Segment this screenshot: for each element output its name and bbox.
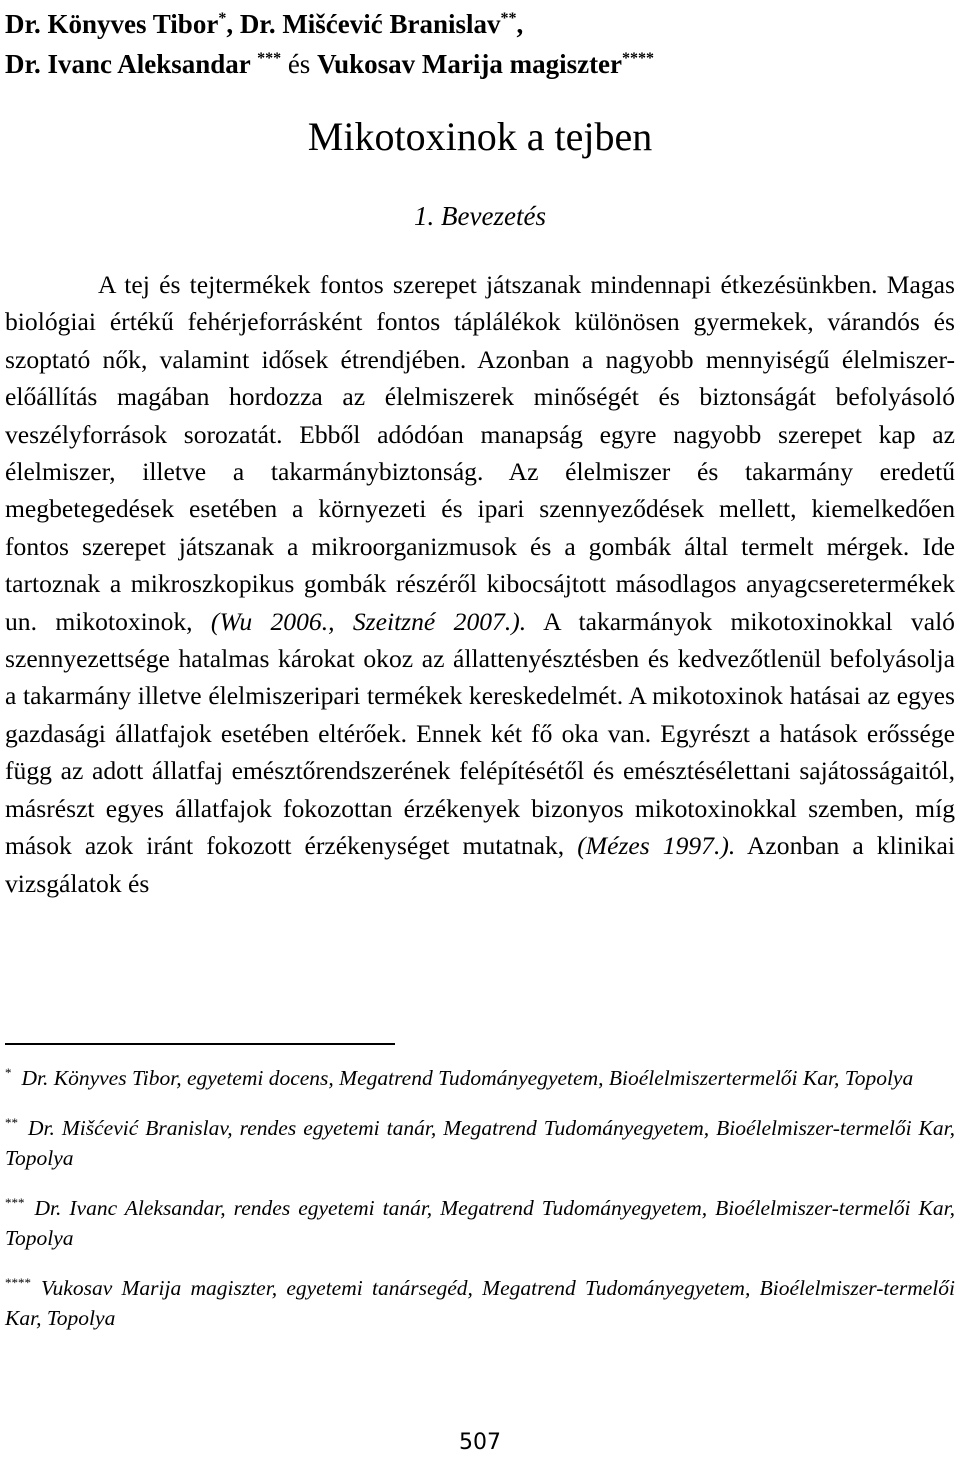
text-run: A takarmányok mikotoxinokkal való szennyezettsége hatalmas károkat okoz az állattenyésztésben és kedvezőtlenül befolyásolja a takarmány illetve élelmiszeripari termékek kereskedelmét. A mikotoxinok hatásai az egyes gazdasági állatfajok esetében eltérőek. Ennek két fő oka van. Egyrészt a hatások erőssége függ az adott állatfaj emésztőrendszerének felépítésétől és emésztésélettani sajátosságaitól, másrészt egyes állatfajok fokozottan érzékenyek bizonyos mikotoxinokkal szemben, míg mások azok iránt fokozott érzékenységet mutatnak, [5,606,955,861]
author-name: Dr. Mišćević Branislav [239,9,501,39]
separator: , [516,9,524,39]
footnote-text: Dr. Ivanc Aleksandar, rendes egyetemi tanár, Megatrend Tudományegyetem, Bioélelmiszer-termelői Kar, Topolya [5,1196,955,1250]
footnote-marker: * [218,10,227,27]
page-number: 507 [459,1430,501,1455]
author-name: Dr. Ivanc Aleksandar [5,49,258,79]
section-heading: 1. Bevezetés [414,201,546,231]
footnote-mark: **** [5,1275,31,1290]
separator: , [226,9,240,39]
footnote [5,1063,955,1093]
footnote-marker: **** [622,50,655,67]
author-line-2 [5,44,955,84]
footnote-text: Dr. Könyves Tibor, egyetemi docens, Megatrend Tudományegyetem, Bioélelmiszertermelői Kar, Topolya [21,1066,914,1090]
footnote-mark: *** [5,1195,25,1210]
footnote-text: Dr. Mišćević Branislav, rendes egyetemi tanár, Megatrend Tudományegyetem, Bioélelmiszer-termelői Kar, Topolya [5,1116,955,1170]
body-text [5,266,955,902]
text-run: Azonban a klinikai vizsgálatok és [5,831,955,898]
footnote-marker: ** [500,10,517,27]
footnote-marker: *** [257,50,282,67]
text-run: A tej és tejtermékek fontos szerepet játszanak mindennapi étkezésünkben. Magas biológiai értékű fehérjeforrásként fontos táplálékok különösen gyermekek, várandós és szoptató nők, valamint idősek étrendjében. Azonban a nagyobb mennyiségű élelmiszer-előállítás magában hordozza az élelmiszerek minőségét és biztonságát befolyásoló veszélyforrások sorozatát. Ebből adódóan manapság egyre nagyobb szerepet kap az élelmiszer, illetve a takarmánybiztonság. Az élelmiszer és takarmány eredetű megbetegedések esetében a környezeti és ipari szennyeződések mellett, kiemelkedően fontos szerepet játszanak a mikroorganizmusok és a gombák által termelt mérgek. Ide tartoznak a mikroszkopikus gombák részéről kibocsájtott másodlagos anyagcseretermékek un. mikotoxinok, [5,270,955,636]
footnote-mark: ** [5,1115,18,1130]
author-name: Vukosav Marija magiszter [317,49,623,79]
footnote [5,1273,955,1333]
footnote-separator [5,1043,395,1045]
paragraph [5,266,955,902]
footnote-text: Vukosav Marija magiszter, egyetemi tanársegéd, Megatrend Tudományegyetem, Bioélelmiszer-termelői Kar, Topolya [5,1276,955,1330]
citation: (Wu 2006., Szeitzné 2007.). [210,606,527,636]
author-line-1 [5,4,955,44]
footnote [5,1193,955,1253]
citation: (Mézes 1997.). [577,831,736,861]
author-name: Dr. Könyves Tibor [5,9,219,39]
footnote-mark: * [5,1065,12,1080]
footnotes [5,1063,955,1353]
footnote [5,1113,955,1173]
article-title: Mikotoxinok a tejben [307,114,653,159]
author-list [5,4,955,84]
conjunction: és [281,49,318,79]
